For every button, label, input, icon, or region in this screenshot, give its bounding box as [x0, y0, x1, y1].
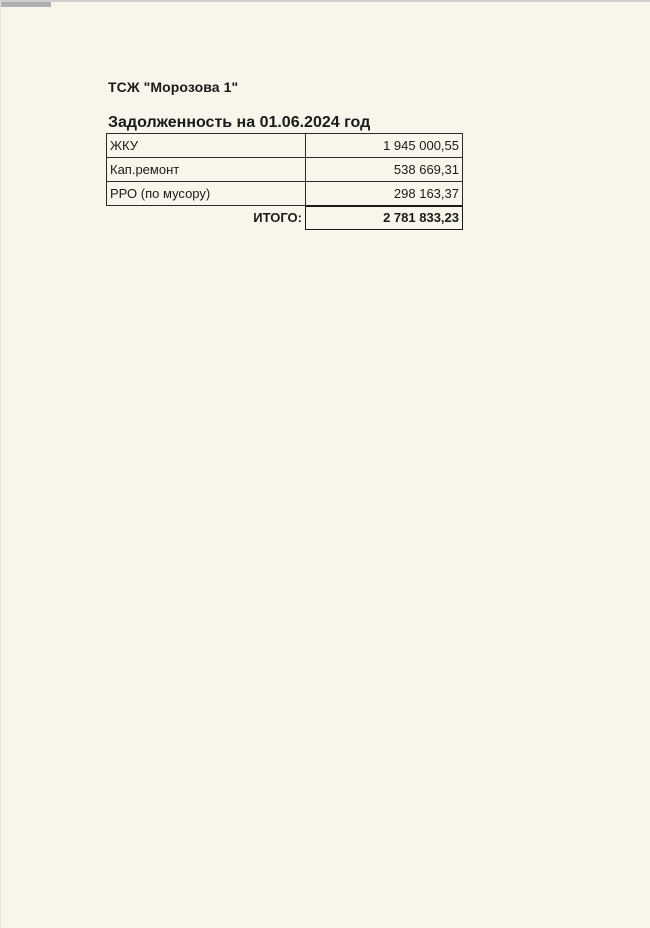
row-amount: 538 669,31 — [306, 158, 463, 182]
table-row — [107, 182, 463, 206]
row-amount: 298 163,37 — [306, 182, 463, 206]
document-heading: Задолженность на 01.06.2024 год — [108, 114, 371, 131]
debt-table — [106, 133, 463, 230]
total-row — [107, 206, 463, 230]
row-label: ЖКУ — [107, 134, 306, 158]
scan-edge-mark — [1, 2, 51, 7]
table-row — [107, 134, 463, 158]
table-row — [107, 158, 463, 182]
total-amount: 2 781 833,23 — [306, 206, 463, 230]
total-label: ИТОГО: — [253, 210, 302, 226]
row-label: РРО (по мусору) — [107, 182, 306, 206]
row-label: Кап.ремонт — [107, 158, 306, 182]
row-amount: 1 945 000,55 — [306, 134, 463, 158]
organization-title: ТСЖ "Морозова 1" — [108, 79, 239, 95]
